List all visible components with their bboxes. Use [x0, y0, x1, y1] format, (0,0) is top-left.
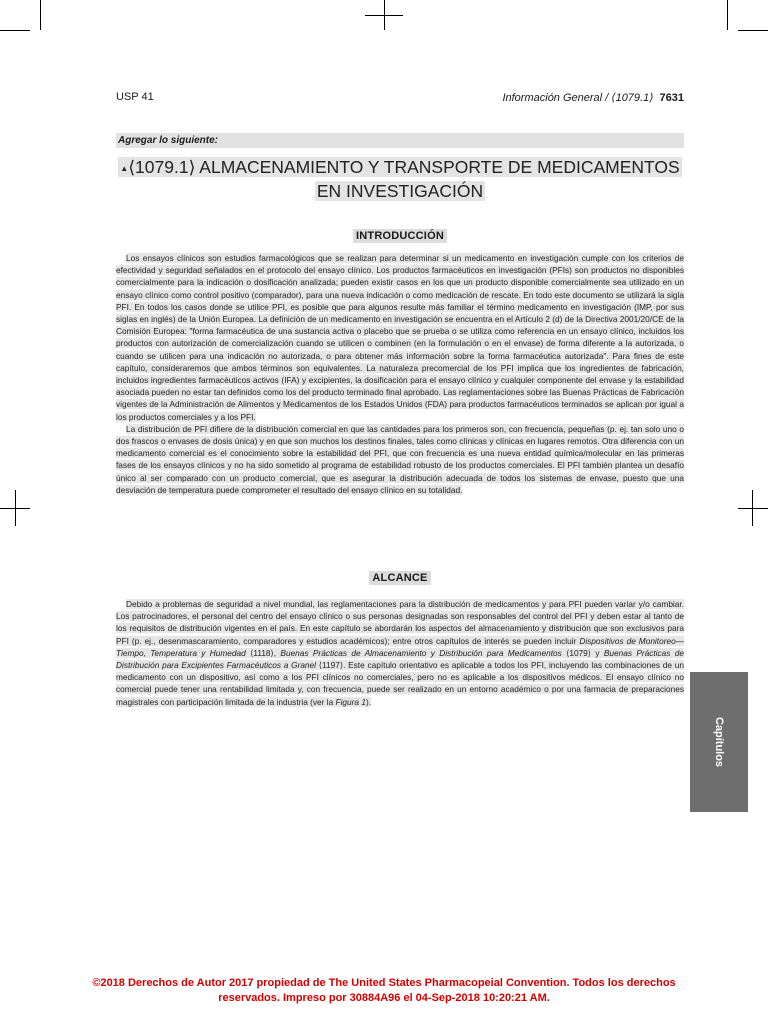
running-head-right: [502, 91, 684, 104]
ref-storage-distribution: Buenas Prácticas de Almacenamiento y Distribución para Medicamentos: [280, 647, 562, 658]
intro-heading: INTRODUCCIÓN: [116, 230, 684, 242]
intro-paragraph-2: La distribución de PFI difiere de la distribución comercial en que las cantidades para los primeros son, con frecuencia, pequeñas (p. ej. tan solo uno o dos frascos o envases de dosis única) y en que son muchos los destinos finales, tales como clínicas y clínicas en lugares remotos. Otra diferencia con un medicamento comercial es el conocimiento sobre la estabilidad del PFI, que con frecuencia es una nueva entidad química/molecular en las primeras fases de los ensayos clínicos y no ha sido sometido al programa de estabilidad robusto de los productos comerciales. El PFI también plantea un desafío único al ser comparado con un producto comercial, que es asegurar la distribución adecuada de todos los sistemas de envase, puesto que una desviación de temperatura puede comprometer el resultado del ensayo clínico en su totalidad.: [116, 423, 684, 495]
running-head-left: USP 41: [116, 91, 154, 103]
title-line-1: ▲⟨1079.1⟩ ALMACENAMIENTO Y TRANSPORTE DE MEDICAMENTOS: [120, 157, 680, 177]
crop-mark: [15, 490, 16, 526]
footer-line-1: ©2018 Derechos de Autor 2017 propiedad de The United States Pharmacopeial Convention. Todos los derechos: [92, 977, 676, 989]
crop-mark: [738, 508, 768, 509]
footer-line-2: reservados. Impreso por 30884A96 el 04-Sep-2018 10:20:21 AM.: [218, 992, 550, 1004]
crop-mark: [727, 0, 728, 30]
chapters-side-tab[interactable]: [690, 672, 748, 812]
add-following-note: Agregar lo siguiente:: [116, 133, 684, 148]
ref-excipients-distribution: Buenas Prácticas de Distribución para Excipientes Farmacéuticos a Granel: [116, 647, 684, 671]
scope-paragraph: Debido a problemas de seguridad a nivel mundial, las reglamentaciones para la distribución de medicamentos y para PFI pueden variar y/o cambiar. Los patrocinadores, el personal del centro del ensayo clínico o sus personas designadas son responsables del control del PFI y deben estar al tanto de los requisitos de distribución vigentes en el país. En este capítulo se abordarán los aspectos del almacenamiento y distribución que son exclusivos para PFI (p. ej., desenmascaramiento, comparadores y estudios académicos); entre otros capítulos de interés se pueden incluir Dispositivos de Monitoreo—Tiempo, Temperatura y Humedad ⟨1118⟩, Buenas Prácticas de Almacenamiento y Distribución para Medicamentos ⟨1079⟩ y Buenas Prácticas de Distribución para Excipientes Farmacéuticos a Granel ⟨1197⟩. Este capítulo orientativo es aplicable a todos los PFI, incluyendo las combinaciones de un medicamento con un dispositivo, así como a los PFI clínicos no comerciales, pero no es aplicable a los dispositivos médicos. El ensayo clínico no comercial puede tener una rentabilidad limitada y, con frecuencia, puede ser realizado en un entorno académico o por una farmacia de preparaciones magistrales con participación limitada de la industria (ver la Figura 1).: [116, 599, 684, 707]
crop-mark: [40, 0, 41, 30]
scope-body: [116, 598, 684, 708]
title-line-2: EN INVESTIGACIÓN: [316, 180, 484, 201]
revision-marker: ▲: [120, 163, 129, 173]
crop-mark: [752, 490, 753, 526]
intro-paragraph-1: Los ensayos clínicos son estudios farmacológicos que se realizan para determinar si un medicamento en investigación cumple con los criterios de efectividad y seguridad señalados en el protocolo del ensayo clínico. Los productos farmacéuticos en investigación (PFIs) son productos no disponibles comercialmente para la indicación o dosificación analizada; pueden existir casos en los que un producto disponible comercialmente sea utilizado en un ensayo clínico como control positivo (comparador), para una nueva indicación o como medicación de rescate. En todo este documento se utilizará la sigla PFI. En todos los casos donde se utilice PFI, es posible que para algunos resulte más familiar el término medicamento en investigación (IMP, por sus siglas en inglés) de la Unión Europea. La definición de un medicamento en investigación se encuentra en el Artículo 2 (d) de la Directiva 2001/20/CE de la Comisión Europea: "forma farmacéutica de una sustancia activa o placebo que se prueba o se utiliza como referencia en un ensayo clínico, incluidos los productos con autorización de comercialización cuando se utilicen o combinen (en la formulación o en el envase) de forma diferente a la autorizada, o cuando se utilicen para una indicación no autorizada, o para obtener más información sobre la forma farmacéutica autorizada". Para fines de este capítulo, consideraremos que ambos términos son equivalentes. La naturaleza precomercial de los PFI implica que los ingredientes de fabricación, incluidos ingredientes farmacéuticos activos (IFA) y excipientes, la dosificación para el ensayo clínico y cualquier componente del envase y la estabilidad asociada pueden no estar tan definidos como los del producto terminado final aprobado. Las reglamentaciones sobre las Buenas Prácticas de Fabricación vigentes de la Administración de Alimentos y Medicamentos de los Estados Unidos (FDA) para productos farmacéuticos terminados se aplican por igual a los productos comerciales y a los PFI.: [116, 253, 684, 422]
page-number: 7631: [659, 92, 684, 104]
ref-monitoring-devices: Dispositivos de Monitoreo—Tiempo, Temperatura y Humedad: [116, 635, 684, 658]
chapter-reference: Información General / ⟨1079.1⟩: [502, 92, 654, 104]
copyright-footer: [30, 976, 738, 1006]
figure-reference: Figura 1: [335, 696, 366, 707]
crop-mark: [0, 30, 30, 31]
chapter-title: [116, 156, 684, 203]
crop-mark: [365, 15, 403, 16]
intro-body: [116, 252, 684, 496]
scope-heading: ALCANCE: [116, 572, 684, 584]
side-tab-label: Capítulos: [713, 716, 725, 768]
page-header: [116, 91, 684, 107]
crop-mark: [738, 30, 768, 31]
